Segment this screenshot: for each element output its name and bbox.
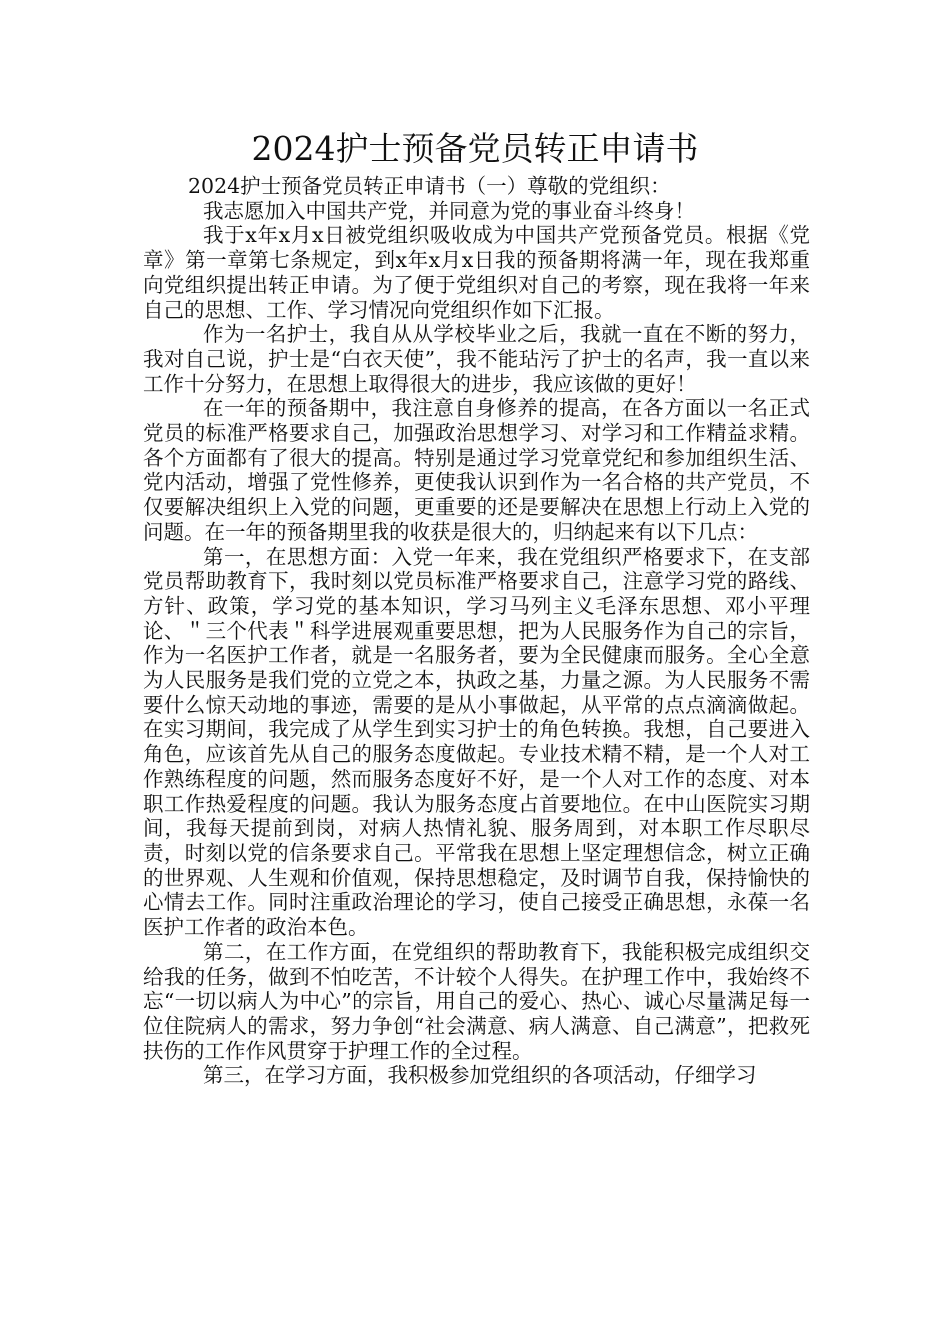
paragraph-second-point: 第二，在工作方面，在党组织的帮助教育下，我能积极完成组织交给我的任务，做到不怕吃苦，不计较个人得失。在护理工作中，我始终不忘“一切以病人为中心”的宗旨，用自己的爱心、热心、诚心尽量满足每一位住院病人的需求，努力争创“社会满意、病人满意、自己满意”，把救死扶伤的工作作风贯穿于护理工作的全过程。 [143,939,810,1063]
paragraph-third-point: 第三，在学习方面，我积极参加党组织的各项活动，仔细学习 [203,1063,757,1088]
paragraph-nurse-reflection: 作为一名护士，我自从从学校毕业之后，我就一直在不断的努力，我对自己说，护士是“白衣天使”，我不能玷污了护士的名声，我一直以来工作十分努力，在思想上取得很大的进步，我应该做的更好！ [143,322,810,396]
document-body [143,174,810,1088]
paragraph-probation-summary: 在一年的预备期中，我注意自身修养的提高，在各方面以一名正式党员的标准严格要求自己，加强政治思想学习、对学习和工作精益求精。各个方面都有了很大的提高。特别是通过学习党章党纪和参加组织生活、党内活动，增强了党性修养，更使我认识到作为一名合格的共产党员，不仅要解决组织上入党的问题，更重要的还是要解决在思想上行动上入党的问题。在一年的预备期里我的收获是很大的，归纳起来有以下几点： [143,396,810,544]
subtitle-salutation: 2024护士预备党员转正申请书（一）尊敬的党组织： [188,174,671,198]
paragraph-first-point: 第一，在思想方面：入党一年来，我在党组织严格要求下，在支部党员帮助教育下，我时刻以党员标准严格要求自己，注意学习党的路线、方针、政策，学习党的基本知识，学习马列主义毛泽东思想、邓小平理论、＂三个代表＂科学进展观重要思想，把为人民服务作为自己的宗旨，作为一名医护工作者，就是一名服务者，要为全民健康而服务。全心全意为人民服务是我们党的立党之本，执政之基，力量之源。为人民服务不需要什么惊天动地的事迹，需要的是从小事做起，从平常的点点滴滴做起。在实习期间，我完成了从学生到实习护士的角色转换。我想，自己要进入角色，应该首先从自己的服务态度做起。专业技术精不精，是一个人对工作熟练程度的问题，然而服务态度好不好，是一个人对工作的态度、对本职工作热爱程度的问题。我认为服务态度占首要地位。在中山医院实习期间，我每天提前到岗，对病人热情礼貌、服务周到，对本职工作尽职尽责，时刻以党的信条要求自己。平常我在思想上坚定理想信念，树立正确的世界观、人生观和价值观，保持思想稳定，及时调节自我，保持愉快的心情去工作。同时注重政治理论的学习，使自己接受正确思想，永葆一名医护工作者的政治本色。 [143,544,810,940]
document-title: 2024护士预备党员转正申请书 [251,129,699,168]
paragraph-application: 我于x年x月x日被党组织吸收成为中国共产党预备党员。根据《党章》第一章第七条规定，到x年x月x日我的预备期将满一年，现在我郑重向党组织提出转正申请。为了便于党组织对自己的考察，现在我将一年来自己的思想、工作、学习情况向党组织作如下汇报。 [143,223,810,322]
paragraph-pledge: 我志愿加入中国共产党，并同意为党的事业奋斗终身！ [203,198,695,223]
